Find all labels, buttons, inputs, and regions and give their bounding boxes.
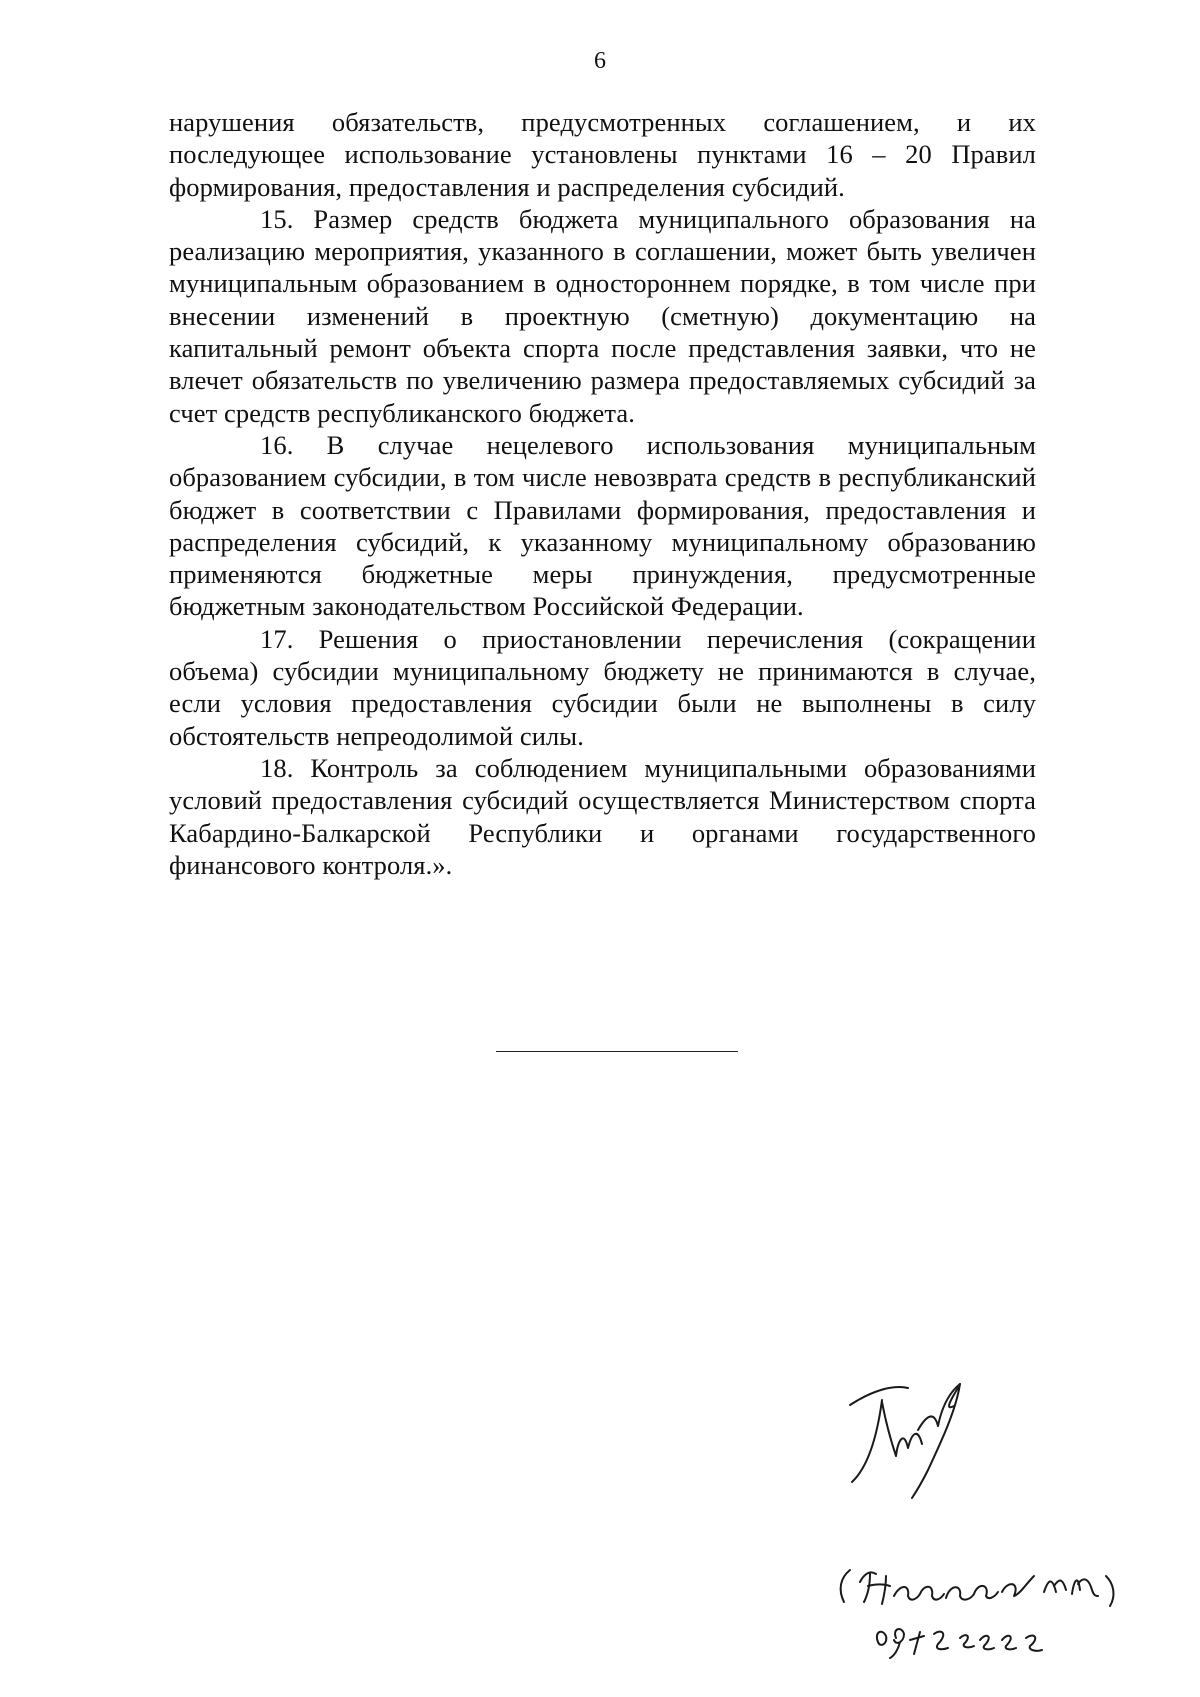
handwritten-signature-block — [830, 1370, 1160, 1660]
paragraph-16: 16. В случае нецелевого использования муниципальным образованием субсидии, в том числе невозврата средств в республиканский бюджет в соответствии с Правилами формирования, предоставления и распределения субсидий, к указанному муниципальному образованию применяются бюджетные меры принуждения, предусмотренные бюджетным законодательством Российской Федерации. — [169, 429, 1036, 622]
paragraph-18: 18. Контроль за соблюдением муниципальными образованиями условий предоставления субсидий осуществляется Министерством спорта Кабардино-Балкарской Республики и органами государственного финансового контроля.». — [169, 752, 1036, 880]
paragraph-continuation: нарушения обязательств, предусмотренных соглашением, и их последующее использование установлены пунктами 16 – 20 Правил формирования, предоставления и распределения субсидий. — [169, 107, 1036, 202]
end-of-text-rule — [496, 1051, 738, 1052]
document-body — [169, 106, 1036, 881]
paragraph-15: 15. Размер средств бюджета муниципального образования на реализацию мероприятия, указанного в соглашении, может быть увеличен муниципальным образованием в одностороннем порядке, в том числе при внесении изменений в проектную (сметную) документацию на капитальный ремонт объекта спорта после представления заявки, что не влечет обязательств по увеличению размера предоставляемых субсидий за счет средств республиканского бюджета. — [169, 203, 1036, 428]
page-number: 6 — [594, 48, 606, 74]
paragraph-17: 17. Решения о приостановлении перечисления (сокращении объема) субсидии муниципальному бюджету не принимаются в случае, если условия предоставления субсидии были не выполнены в силу обстоятельств непреодолимой силы. — [169, 623, 1036, 751]
handwritten-signature — [830, 1370, 1160, 1660]
